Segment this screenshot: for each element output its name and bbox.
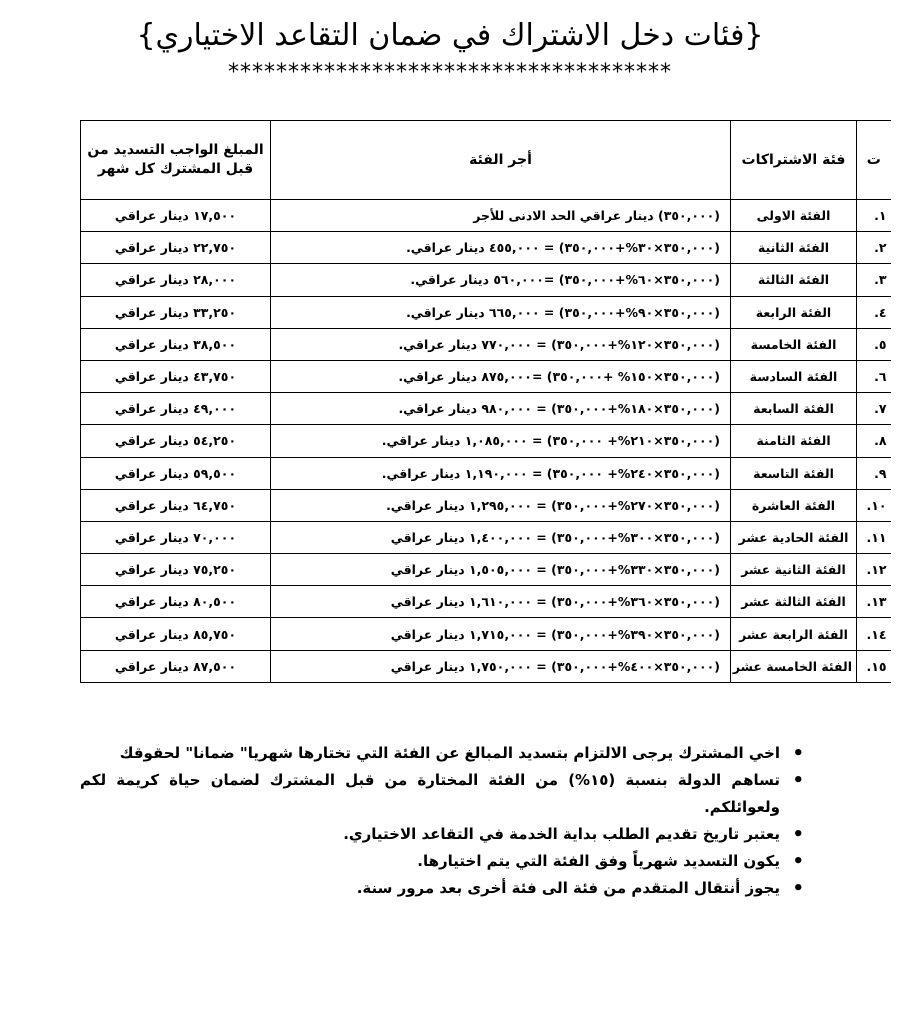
row-category: الفئة التاسعة bbox=[731, 457, 857, 489]
table-row bbox=[81, 200, 891, 232]
row-category: الفئة الثامنة bbox=[731, 425, 857, 457]
row-number: ١٢. bbox=[857, 554, 891, 586]
row-category: الفئة الخامسة bbox=[731, 328, 857, 360]
note-item: • يكون التسديد شهرياً وفق الفئة التي يتم اختيارها. bbox=[80, 848, 780, 875]
table-row bbox=[81, 586, 891, 618]
page-title: {فئات دخل الاشتراك في ضمان التقاعد الاختياري} bbox=[136, 18, 764, 53]
note-item: • يعتبر تاريخ تقديم الطلب بداية الخدمة في التقاعد الاختياري. bbox=[80, 821, 780, 848]
row-amount: ٥٤,٢٥٠ دينار عراقي bbox=[81, 425, 271, 457]
row-wage: (٣٥٠,٠٠٠×٢١٠%+ ٣٥٠,٠٠٠) = ١,٠٨٥,٠٠٠ دينار عراقي. bbox=[271, 425, 731, 457]
note-item: • يجوز أنتقال المتقدم من فئة الى فئة أخرى بعد مرور سنة. bbox=[80, 875, 780, 902]
row-category: الفئة العاشرة bbox=[731, 489, 857, 521]
row-wage: (٣٥٠,٠٠٠) دينار عراقي الحد الادنى للأجر bbox=[271, 200, 731, 232]
row-wage: (٣٥٠,٠٠٠×٣٩٠%+٣٥٠,٠٠٠) = ١,٧١٥,٠٠٠ دينار عراقي bbox=[271, 618, 731, 650]
row-number: ٢. bbox=[857, 232, 891, 264]
row-number: ٨. bbox=[857, 425, 891, 457]
table-header-row bbox=[81, 121, 891, 200]
row-category: الفئة الخامسة عشر bbox=[731, 650, 857, 682]
table-row bbox=[81, 457, 891, 489]
row-wage: (٣٥٠,٠٠٠×٣٠٠%+٣٥٠,٠٠٠) = ١,٤٠٠,٠٠٠ دينار عراقي bbox=[271, 521, 731, 553]
header-num: ت bbox=[857, 121, 891, 200]
row-wage: (٣٥٠,٠٠٠×٣٦٠%+٣٥٠,٠٠٠) = ١,٦١٠,٠٠٠ دينار عراقي bbox=[271, 586, 731, 618]
header-wage: أجر الفئة bbox=[271, 121, 731, 200]
row-wage: (٣٥٠,٠٠٠×٢٤٠%+ ٣٥٠,٠٠٠) = ١,١٩٠,٠٠٠ دينار عراقي. bbox=[271, 457, 731, 489]
row-amount: ١٧,٥٠٠ دينار عراقي bbox=[81, 200, 271, 232]
row-category: الفئة الثانية bbox=[731, 232, 857, 264]
row-number: ١٣. bbox=[857, 586, 891, 618]
row-number: ٧. bbox=[857, 393, 891, 425]
row-category: الفئة الرابعة عشر bbox=[731, 618, 857, 650]
row-wage: (٣٥٠,٠٠٠×٣٠%+٣٥٠,٠٠٠) = ٤٥٥,٠٠٠ دينار عراقي. bbox=[271, 232, 731, 264]
row-wage: (٣٥٠,٠٠٠×٢٧٠%+٣٥٠,٠٠٠) = ١,٢٩٥,٠٠٠ دينار عراقي. bbox=[271, 489, 731, 521]
row-number: ١٤. bbox=[857, 618, 891, 650]
table-row bbox=[81, 393, 891, 425]
star-divider: ************************************* bbox=[228, 60, 672, 85]
row-category: الفئة الاولى bbox=[731, 200, 857, 232]
row-wage: (٣٥٠,٠٠٠×١٨٠%+٣٥٠,٠٠٠) = ٩٨٠,٠٠٠ دينار عراقي. bbox=[271, 393, 731, 425]
row-number: ٦. bbox=[857, 360, 891, 392]
row-wage: (٣٥٠,٠٠٠×٦٠%+٣٥٠,٠٠٠) =٥٦٠,٠٠٠ دينار عراقي. bbox=[271, 264, 731, 296]
row-number: ٥. bbox=[857, 328, 891, 360]
row-category: الفئة الثانية عشر bbox=[731, 554, 857, 586]
row-amount: ٧٠,٠٠٠ دينار عراقي bbox=[81, 521, 271, 553]
row-amount: ٣٣,٢٥٠ دينار عراقي bbox=[81, 296, 271, 328]
table-row bbox=[81, 232, 891, 264]
row-amount: ٥٩,٥٠٠ دينار عراقي bbox=[81, 457, 271, 489]
table-row bbox=[81, 264, 891, 296]
row-wage: (٣٥٠,٠٠٠×١٢٠%+٣٥٠,٠٠٠) = ٧٧٠,٠٠٠ دينار عراقي. bbox=[271, 328, 731, 360]
subscription-table-container bbox=[80, 120, 890, 683]
row-category: الفئة السادسة bbox=[731, 360, 857, 392]
row-amount: ٦٤,٧٥٠ دينار عراقي bbox=[81, 489, 271, 521]
table-row bbox=[81, 328, 891, 360]
table-row bbox=[81, 650, 891, 682]
row-wage: (٣٥٠,٠٠٠×١٥٠% +٣٥٠,٠٠٠) =٨٧٥,٠٠٠ دينار عراقي. bbox=[271, 360, 731, 392]
row-amount: ٨٧,٥٠٠ دينار عراقي bbox=[81, 650, 271, 682]
note-item: • تساهم الدولة بنسبة (١٥%) من الفئة المختارة من قبل المشترك لضمان حياة كريمة لكم ولعوائلكم. bbox=[80, 767, 780, 821]
table-row bbox=[81, 425, 891, 457]
header-category: فئة الاشتراكات bbox=[731, 121, 857, 200]
table-row bbox=[81, 521, 891, 553]
row-number: ١٥. bbox=[857, 650, 891, 682]
row-amount: ٢٨,٠٠٠ دينار عراقي bbox=[81, 264, 271, 296]
notes-list bbox=[80, 740, 806, 902]
row-amount: ٨٥,٧٥٠ دينار عراقي bbox=[81, 618, 271, 650]
table-row bbox=[81, 554, 891, 586]
subscription-categories-table bbox=[80, 120, 891, 683]
row-wage: (٣٥٠,٠٠٠×٤٠٠%+٣٥٠,٠٠٠) = ١,٧٥٠,٠٠٠ دينار عراقي bbox=[271, 650, 731, 682]
row-category: الفئة الثالثة عشر bbox=[731, 586, 857, 618]
row-category: الفئة الثالثة bbox=[731, 264, 857, 296]
row-wage: (٣٥٠,٠٠٠×٣٣٠%+٣٥٠,٠٠٠) = ١,٥٠٥,٠٠٠ دينار عراقي bbox=[271, 554, 731, 586]
row-wage: (٣٥٠,٠٠٠×٩٠%+٣٥٠,٠٠٠) = ٦٦٥,٠٠٠ دينار عراقي. bbox=[271, 296, 731, 328]
row-category: الفئة السابعة bbox=[731, 393, 857, 425]
row-category: الفئة الرابعة bbox=[731, 296, 857, 328]
row-amount: ٣٨,٥٠٠ دينار عراقي bbox=[81, 328, 271, 360]
row-category: الفئة الحادية عشر bbox=[731, 521, 857, 553]
row-amount: ٨٠,٥٠٠ دينار عراقي bbox=[81, 586, 271, 618]
row-amount: ٧٥,٢٥٠ دينار عراقي bbox=[81, 554, 271, 586]
row-number: ٩. bbox=[857, 457, 891, 489]
row-number: ١. bbox=[857, 200, 891, 232]
header-amount: المبلغ الواجب التسديد من قبل المشترك كل شهر bbox=[81, 121, 271, 200]
row-amount: ٢٢,٧٥٠ دينار عراقي bbox=[81, 232, 271, 264]
row-number: ٣. bbox=[857, 264, 891, 296]
table-row bbox=[81, 618, 891, 650]
table-row bbox=[81, 360, 891, 392]
row-amount: ٤٩,٠٠٠ دينار عراقي bbox=[81, 393, 271, 425]
table-row bbox=[81, 296, 891, 328]
row-number: ١١. bbox=[857, 521, 891, 553]
note-item: • اخي المشترك يرجى الالتزام بتسديد المبالغ عن الفئة التي تختارها شهريا" ضمانا" لحقوقك bbox=[80, 740, 780, 767]
row-number: ١٠. bbox=[857, 489, 891, 521]
table-row bbox=[81, 489, 891, 521]
row-number: ٤. bbox=[857, 296, 891, 328]
row-amount: ٤٣,٧٥٠ دينار عراقي bbox=[81, 360, 271, 392]
